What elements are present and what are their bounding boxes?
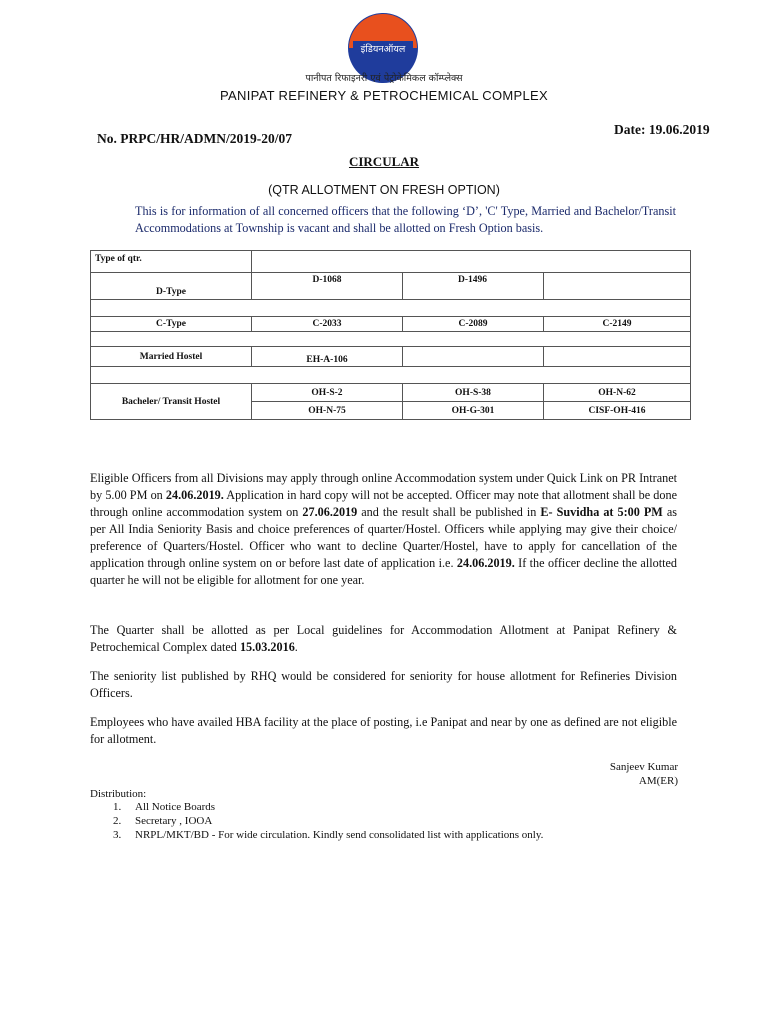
text-span: The Quarter shall be allotted as per Local guidelines for Accommodation Allotment at Panipat Refinery & Petrochemical Complex dated — [90, 623, 677, 654]
intro-paragraph: This is for information of all concerned officers that the following ‘D’, 'C' Type, Married and Bachelor/Transit Accommodations at Township is vacant and shall be allotted on Fresh Option basis. — [135, 204, 676, 235]
seniority-paragraph: The seniority list published by RHQ would be considered for seniority for house allotment for Refineries Division Officers. — [90, 669, 677, 700]
table-row — [91, 332, 691, 347]
row-label-married-hostel: Married Hostel — [91, 347, 252, 367]
list-item-text: All Notice Boards — [135, 801, 216, 813]
list-item — [90, 800, 543, 814]
table-cell — [252, 251, 691, 273]
table-cell: EH-A-106 — [252, 347, 403, 367]
distribution-list — [90, 800, 543, 842]
text-span: If the officer decline the allotted quarter he will not be eligible for allotment for one year. — [90, 556, 677, 587]
table-cell: C-2033 — [252, 317, 403, 332]
table-spacer — [91, 300, 691, 317]
table-cell: C-2149 — [544, 317, 691, 332]
table-cell: OH-S-38 — [403, 384, 544, 402]
table-cell: CISF-OH-416 — [544, 402, 691, 420]
signatory-block — [520, 760, 678, 788]
table-cell: OH-G-301 — [403, 402, 544, 420]
table-cell: C-2089 — [403, 317, 544, 332]
list-item-number: 3. — [113, 829, 122, 841]
allotment-date: 27.06.2019 — [302, 505, 358, 519]
table-row — [91, 317, 691, 332]
table-header-label: Type of qtr. — [91, 251, 252, 273]
table-spacer — [91, 332, 691, 347]
company-name: PANIPAT REFINERY & PETROCHEMICAL COMPLEX — [220, 88, 548, 103]
text-span: as per All India Seniority Basis and choice preferences of quarter/Hostel. Officers while applying may give their choice/ preference of Quarters/Hostel. Officer who want to decline Quarter/Hostel, have to apply for cancellation of the application through online system on or before last date of application i.e. — [90, 505, 677, 570]
row-label-c-type: C-Type — [91, 317, 252, 332]
svg-text:इंडियनऑयल: इंडियनऑयल — [360, 44, 406, 55]
signatory-designation: AM(ER) — [638, 775, 678, 787]
table-spacer — [91, 367, 691, 384]
guidelines-date: 15.03.2016 — [239, 640, 295, 654]
table-cell — [544, 347, 691, 367]
table-row — [91, 347, 691, 367]
list-item-text: NRPL/MKT/BD - For wide circulation. Kindly send consolidated list with applications only. — [135, 829, 544, 841]
table-row — [91, 251, 691, 273]
distribution-label: Distribution: — [90, 788, 147, 800]
page-title: CIRCULAR — [348, 154, 420, 169]
quarters-table — [90, 250, 691, 420]
table-row — [91, 367, 691, 384]
signatory-name: Sanjeev Kumar — [609, 761, 678, 773]
hba-paragraph: Employees who have availed HBA facility at the place of posting, i.e Panipat and near by one as defined are not eligible for allotment. — [90, 715, 677, 746]
text-span: . — [294, 640, 298, 654]
publish-location: E- Suvidha at 5:00 PM — [540, 505, 663, 519]
circular-date: Date: 19.06.2019 — [614, 122, 710, 137]
deadline-date: 24.06.2019. — [165, 488, 224, 502]
list-item-number: 1. — [113, 801, 122, 813]
table-cell: OH-N-62 — [544, 384, 691, 402]
table-cell — [403, 347, 544, 367]
list-item-number: 2. — [113, 815, 122, 827]
table-cell: D-1496 — [403, 273, 544, 300]
table-row — [91, 384, 691, 402]
text-span: Application in hard copy will not be accepted. Officer may note that allotment shall be done through online accommodation system on — [90, 488, 677, 519]
guidelines-paragraph — [90, 622, 677, 656]
table-cell: OH-N-75 — [252, 402, 403, 420]
eligibility-paragraph — [90, 470, 677, 589]
list-item-text: Secretary , IOOA — [135, 815, 213, 827]
subject-line: (QTR ALLOTMENT ON FRESH OPTION) — [268, 183, 500, 197]
text-span: Eligible Officers from all Divisions may apply through online Accommodation system under Quick Link on PR Intranet by 5.00 PM on — [90, 471, 677, 502]
text-span: and the result shall be published in — [357, 505, 541, 519]
table-cell — [544, 273, 691, 300]
row-label-bachelor-hostel: Bacheler/ Transit Hostel — [91, 384, 252, 420]
reference-number: No. PRPC/HR/ADMN/2019-20/07 — [97, 131, 292, 146]
list-item — [90, 814, 543, 828]
table-row — [91, 300, 691, 317]
table-row — [91, 273, 691, 300]
cancellation-date: 24.06.2019. — [456, 556, 515, 570]
table-cell: D-1068 — [252, 273, 403, 300]
list-item — [90, 828, 543, 842]
row-label-d-type: D-Type — [91, 273, 252, 300]
table-cell: OH-S-2 — [252, 384, 403, 402]
hindi-company-name: पानीपत रिफाइनरी एवं पेट्रोकेमिकल कॉम्प्लेक्स — [305, 73, 463, 84]
